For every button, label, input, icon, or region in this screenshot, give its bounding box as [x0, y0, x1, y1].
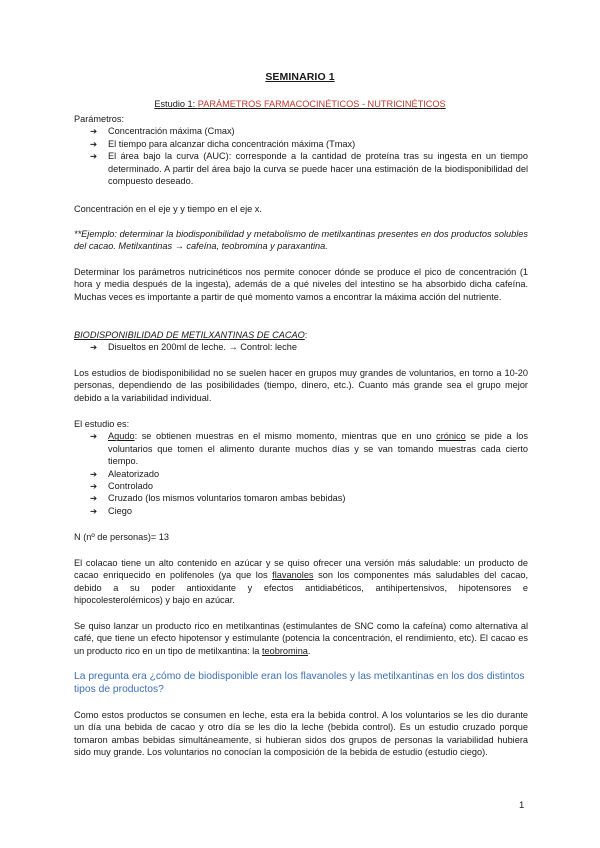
- list-item: ➔ Ciego: [90, 505, 133, 516]
- list-item: ➔ Aleatorizado: [90, 468, 160, 479]
- question-heading: La pregunta era ¿cómo de biodisponible eran los flavanoles y las metilxantinas en los dos distintos tipos de productos?: [74, 671, 525, 695]
- parametros-section: [74, 113, 528, 187]
- list-item: ➔ Agudo: se obtienen muestras en el mismo momento, mientras que en uno crónico se pide a los voluntarios que tomen el alimento durante muchos días y se van tomando muestras cada cierto tiempo.: [90, 431, 528, 467]
- intro-paragraph: Determinar los parámetros nutricinéticos nos permite conocer dónde se produce el pico de concentración (1 hora y media después de la ingesta), además de a qué niveles del intestino se ha absorbido dicha cafeína. Muchas veces es importante a partir de qué momento vamos a encontrar la máxima acción del nutriente.: [74, 267, 528, 302]
- n-personas: N (nº de personas)= 13: [74, 532, 170, 542]
- axes-note: Concentración en el eje y y tiempo en el eje x.: [74, 204, 262, 214]
- list-item: ➔ El área bajo la curva (AUC): corresponde a la cantidad de proteína tras su ingesta en un tiempo determinado. A partir del área bajo la curva se puede hacer una estimación de la biodisponibilidad del compuesto deseado.: [90, 151, 528, 187]
- example-paragraph: **Ejemplo: determinar la biodisponibilidad y metabolismo de metilxantinas presentes en dos productos solubles del cacao. Metilxantinas → cafeína, teobromina y paraxantina.: [74, 229, 528, 252]
- arrow-bullet-icon: ➔: [90, 138, 98, 149]
- metilxantinas-paragraph: Se quiso lanzar un producto rico en metilxantinas (estimulantes de SNC como la cafeína) como alternativa al café, que tiene un efecto hipotensor y estimulante (potencia la concentración, el rendimiento, etc). El cacao es un producto rico en un tipo de metilxantina: la teobromina.: [74, 621, 528, 656]
- colacao-paragraph: El colacao tiene un alto contenido en azúcar y se quiso ofrecer una versión más saludable: un producto de cacao enriquecido en polifenoles (ya que los flavanoles son los componentes más saludables del cacao, debido a su poder antioxidante y efectos antidiabéticos, antihipertensivos, hipotensores e hipocolesterolémicos) y bajo en azúcar.: [74, 558, 529, 606]
- flavanoles-term: flavanoles: [272, 570, 314, 581]
- teobromina-term: teobromina: [261, 645, 308, 656]
- estudio-list: [74, 430, 528, 517]
- estudios-paragraph: Los estudios de biodisponibilidad no se suelen hacer en grupos muy grandes de voluntarios, en torno a 10-20 personas, dependiendo de las posibilidades (tiempo, dinero, etc.). Cuanto más grande sea el grupo mejor debido a la variabilidad individual.: [74, 368, 528, 403]
- list-item: ➔ El tiempo para alcanzar dicha concentración máxima (Tmax): [90, 138, 356, 149]
- arrow-bullet-icon: ➔: [90, 505, 98, 516]
- arrow-bullet-icon: ➔: [90, 151, 98, 162]
- list-item: ➔ Cruzado (los mismos voluntarios tomaron ambas bebidas): [90, 493, 346, 504]
- arrow-bullet-icon: ➔: [90, 481, 98, 492]
- page-number: 1: [519, 800, 525, 811]
- document-title: SEMINARIO 1: [265, 71, 335, 83]
- estudio-heading: El estudio es:: [74, 419, 130, 429]
- list-item: ➔ Disueltos en 200ml de leche. → Control: leche: [90, 342, 297, 353]
- biodisponibilidad-heading: BIODISPONIBILIDAD DE METILXANTINAS DE CACAO:: [74, 330, 308, 340]
- arrow-bullet-icon: ➔: [90, 431, 98, 442]
- list-item: ➔ Concentración máxima (Cmax): [90, 126, 235, 137]
- arrow-bullet-icon: ➔: [90, 468, 98, 479]
- parametros-list: [74, 125, 528, 187]
- biodisponibilidad-section: [74, 329, 528, 354]
- study-subtitle: [0, 99, 600, 109]
- final-paragraph: Como estos productos se consumen en leche, esta era la bebida control. A los voluntarios se les dio durante un día una bebida de cacao y otro día se les dio la leche (bebida control). Es un estudio cruzado porque tomaron ambas bebidas simultáneamente, si hubieran sidos dos grupos de personas la variabilidad hubiera sido muy grande. Los voluntarios no conocían la composición de la bebida de estudio (estudio ciego).: [74, 710, 528, 758]
- list-item: ➔ Controlado: [90, 481, 153, 492]
- arrow-bullet-icon: ➔: [90, 342, 98, 353]
- subtitle-prefix: Estudio 1:: [154, 99, 198, 109]
- subtitle-highlight: PARÁMETROS FARMACOCINÉTICOS - NUTRICINÉTICOS: [197, 99, 446, 109]
- arrow-bullet-icon: ➔: [90, 126, 98, 137]
- estudio-section: [74, 418, 528, 517]
- arrow-bullet-icon: ➔: [90, 493, 98, 504]
- parametros-heading: Parámetros:: [74, 114, 125, 124]
